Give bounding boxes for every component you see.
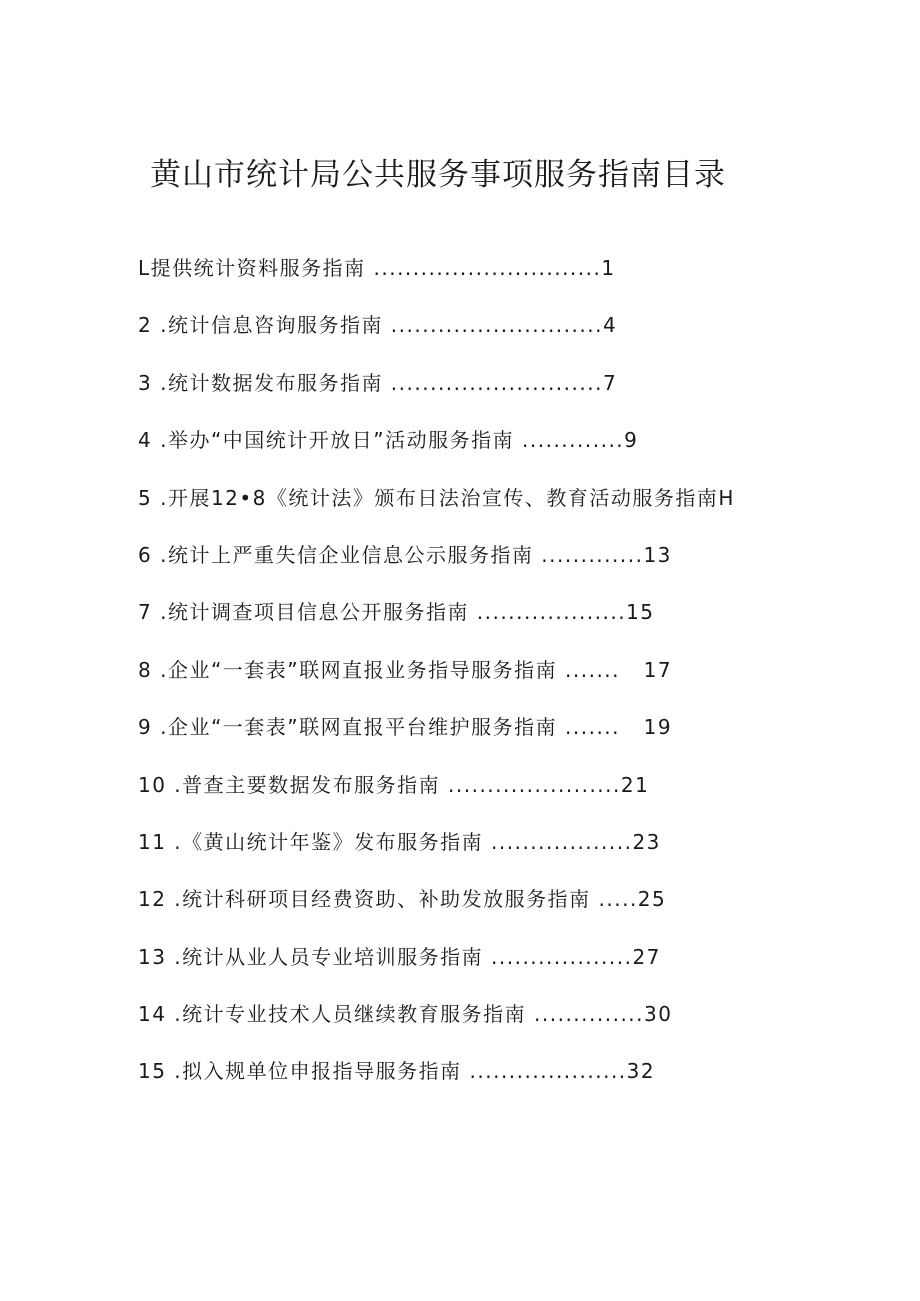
- toc-entry-8: [138, 654, 798, 711]
- toc-entry-text: 2 .统计信息咨询服务指南 ...........................4: [138, 313, 618, 338]
- toc-entry-10: [138, 769, 798, 826]
- toc-entry-2: [138, 309, 798, 366]
- toc-entry-13: [138, 941, 798, 998]
- table-of-contents: [138, 252, 798, 1113]
- toc-entry-15: [138, 1055, 798, 1112]
- toc-entry-text: 10 .普查主要数据发布服务指南 ......................21: [138, 772, 650, 797]
- toc-entry-11: [138, 826, 798, 883]
- toc-entry-7: [138, 596, 798, 653]
- toc-entry-text: L提供统计资料服务指南 .............................1: [138, 256, 616, 280]
- toc-entry-text: 5 .开展12•8《统计法》颁布日法治宣传、教育活动服务指南H: [138, 485, 735, 510]
- toc-entry-text: 7 .统计调查项目信息公开服务指南 ...................15: [138, 600, 655, 625]
- toc-entry-text: 15 .拟入规单位申报指导服务指南 ....................32: [138, 1059, 656, 1084]
- toc-entry-text: 9 .企业“一套表”联网直报平台维护服务指南 ....... 19: [138, 715, 673, 740]
- toc-entry-3: [138, 367, 798, 424]
- toc-entry-text: 11 .《黄山统计年鉴》发布服务指南 ..................23: [138, 829, 661, 854]
- toc-entry-1: [138, 252, 798, 309]
- toc-entry-text: 3 .统计数据发布服务指南 ...........................7: [138, 370, 618, 395]
- toc-entry-6: [138, 539, 798, 596]
- toc-entry-text: 8 .企业“一套表”联网直报业务指导服务指南 ....... 17: [138, 657, 673, 682]
- toc-entry-text: 12 .统计科研项目经费资助、补助发放服务指南 .....25: [138, 887, 667, 912]
- toc-entry-text: 13 .统计从业人员专业培训服务指南 ..................27: [138, 944, 661, 969]
- toc-entry-14: [138, 998, 798, 1055]
- toc-entry-5: [138, 482, 798, 539]
- toc-entry-text: 14 .统计专业技术人员继续教育服务指南 ..............30: [138, 1002, 673, 1027]
- page-title: 黄山市统计局公共服务事项服务指南目录: [150, 156, 726, 193]
- toc-entry-text: 6 .统计上严重失信企业信息公示服务指南 .............13: [138, 542, 672, 567]
- toc-entry-9: [138, 711, 798, 768]
- toc-entry-text: 4 .举办“中国统计开放日”活动服务指南 .............9: [138, 428, 639, 453]
- toc-entry-12: [138, 883, 798, 940]
- toc-entry-4: [138, 424, 798, 481]
